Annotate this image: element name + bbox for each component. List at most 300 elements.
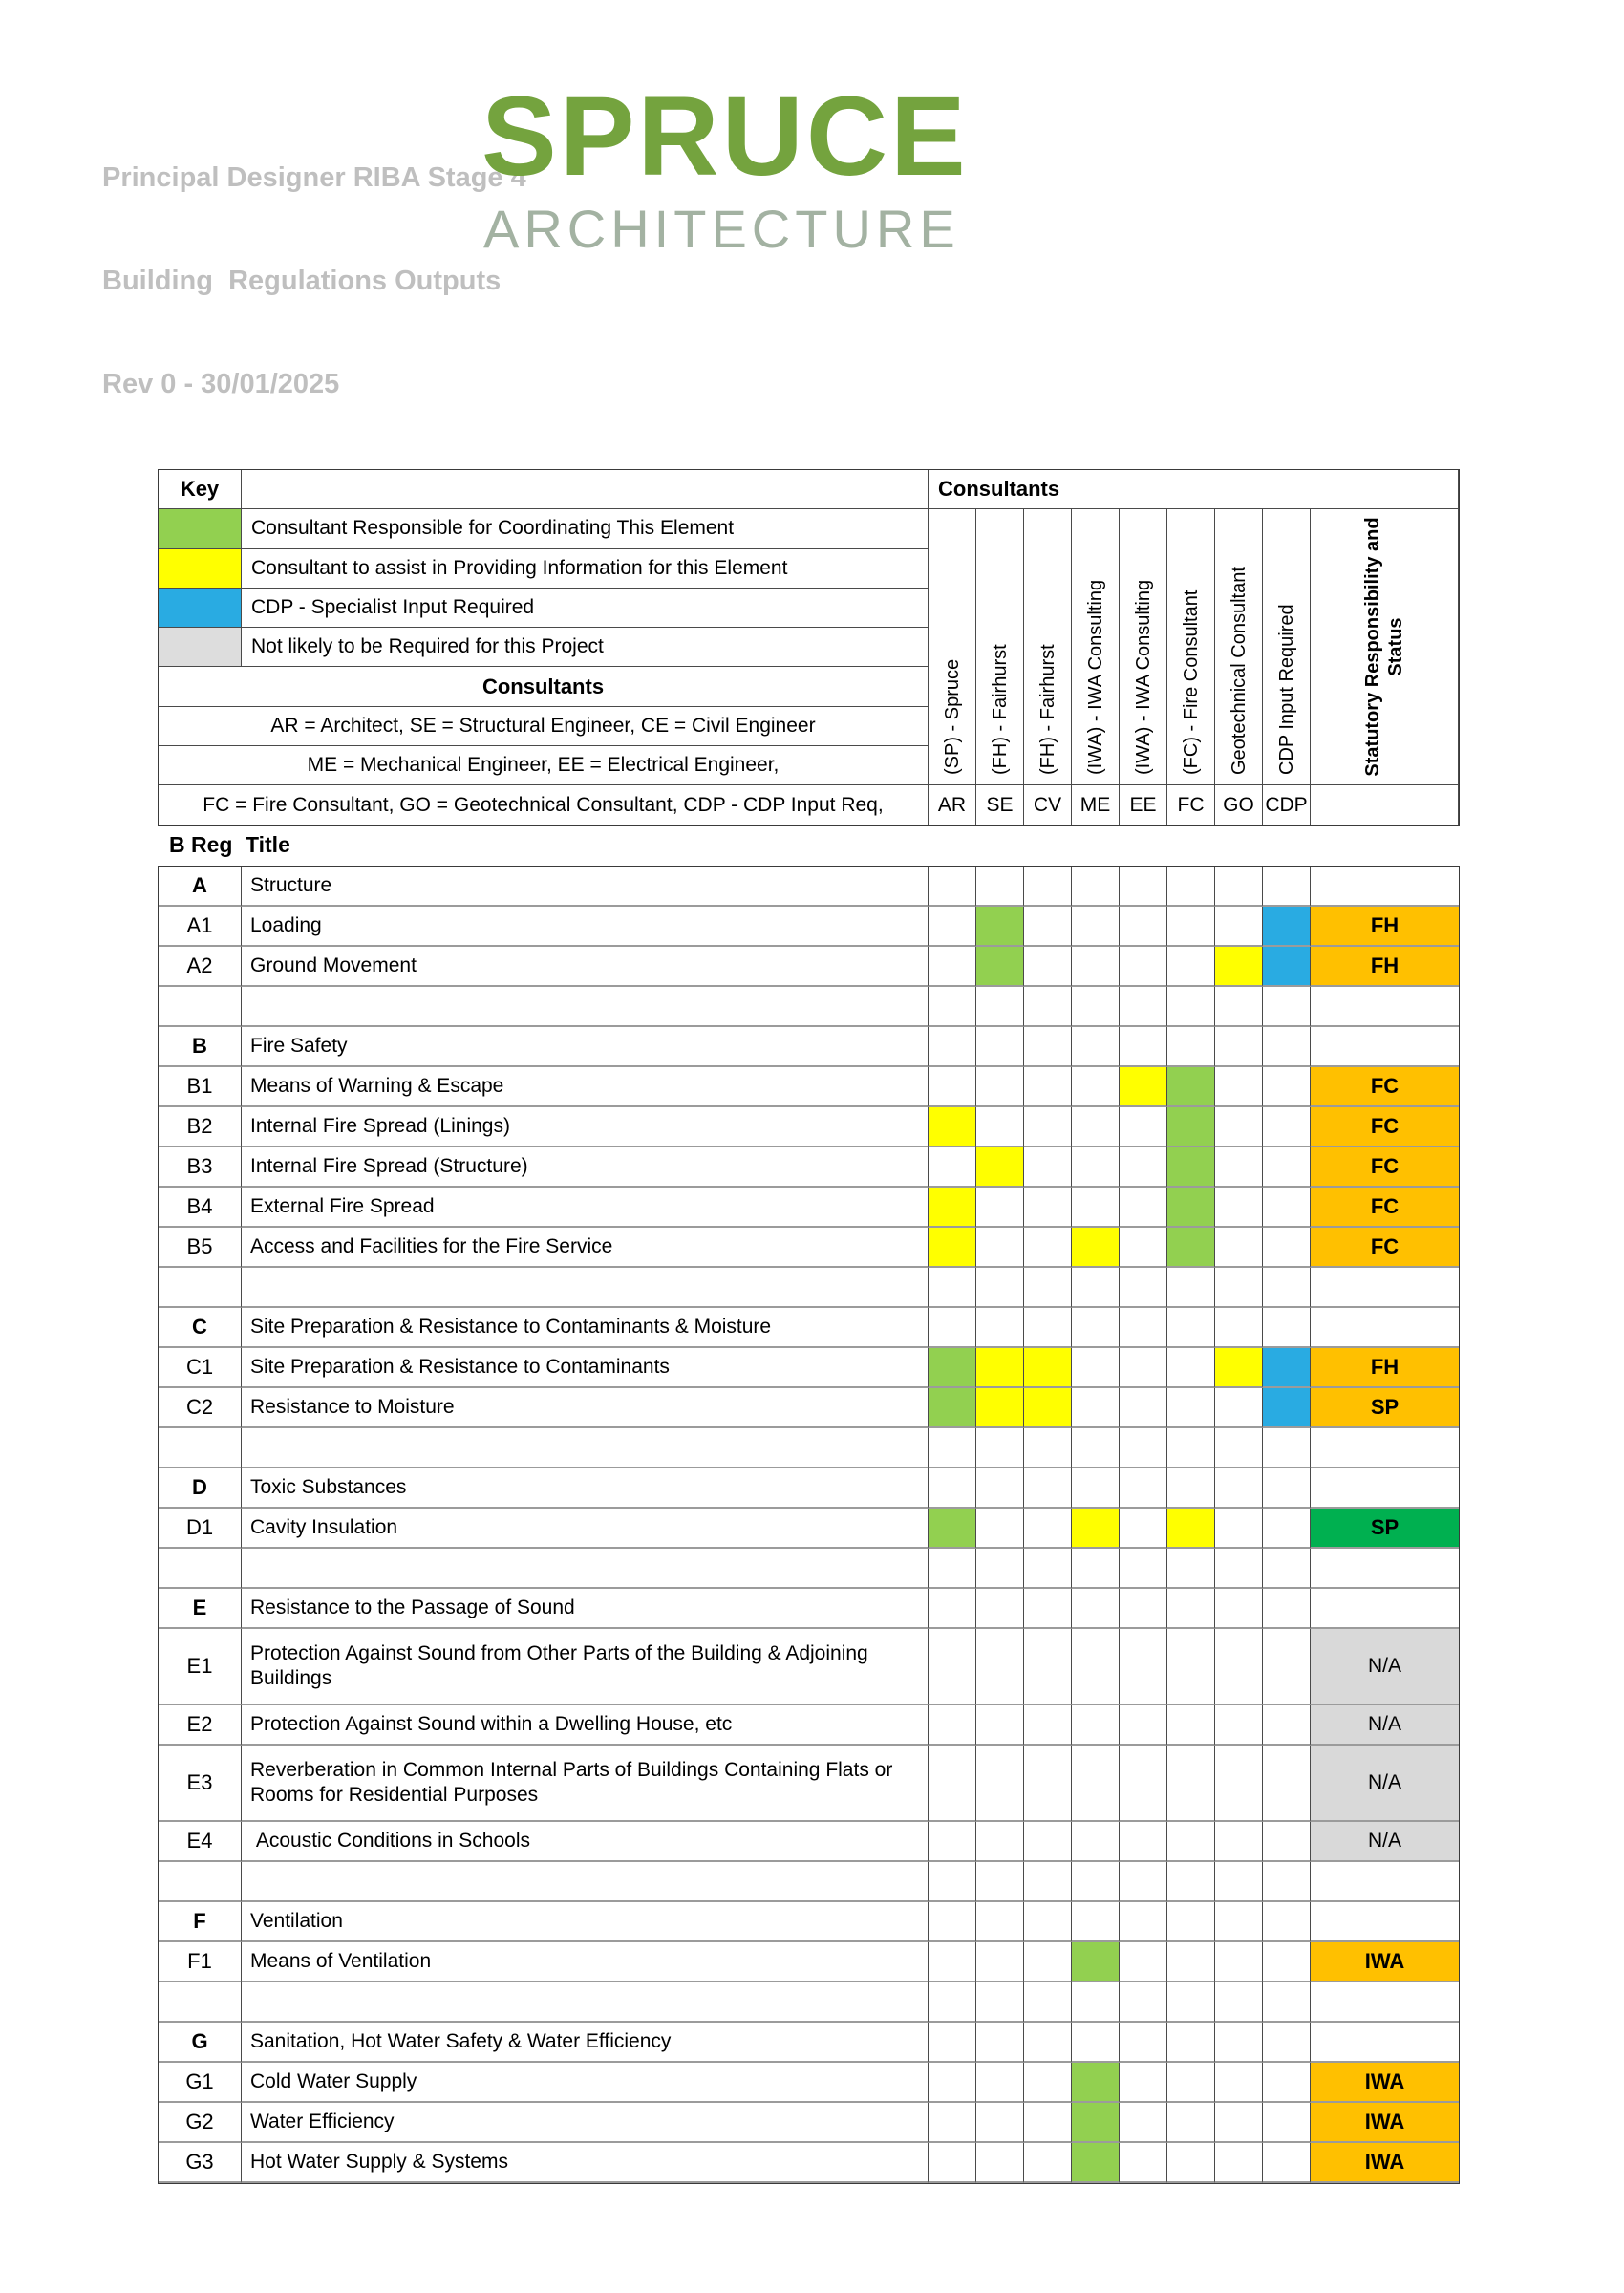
matrix-cell (1072, 1549, 1120, 1589)
status-cell: SP (1311, 1388, 1459, 1428)
matrix-cell (929, 1228, 976, 1268)
consultant-column-header (929, 509, 976, 785)
matrix-cell (1215, 1428, 1263, 1468)
status-cell (1311, 1982, 1459, 2023)
status-cell: N/A (1311, 1705, 1459, 1746)
matrix-cell (929, 1746, 976, 1822)
matrix-cell (1215, 1468, 1263, 1509)
consultant-column-header-text: (IWA) - IWA Consulting (1132, 580, 1154, 776)
matrix-cell (1263, 1509, 1311, 1549)
matrix-cell (1215, 1107, 1263, 1147)
matrix-cell (1167, 1228, 1215, 1268)
status-cell: FC (1311, 1188, 1459, 1228)
consultant-column-header (1167, 509, 1215, 785)
matrix-cell (1072, 1308, 1120, 1348)
status-code-empty-cell (1311, 785, 1459, 825)
matrix-cell (1024, 2063, 1072, 2103)
status-cell (1311, 867, 1459, 907)
matrix-cell (929, 1107, 976, 1147)
matrix-cell (1072, 1027, 1120, 1067)
row-title (242, 1862, 929, 1902)
row-id: D (159, 1468, 242, 1509)
matrix-cell (976, 1629, 1024, 1705)
row-id: G3 (159, 2143, 242, 2183)
matrix-cell (1263, 2023, 1311, 2063)
matrix-cell (1024, 1902, 1072, 1942)
matrix-cell (1167, 2023, 1215, 2063)
matrix-cell (976, 1549, 1024, 1589)
matrix-cell (1120, 1388, 1167, 1428)
matrix-cell (1263, 2063, 1311, 2103)
matrix-cell (1024, 1705, 1072, 1746)
matrix-cell (1024, 1509, 1072, 1549)
matrix-cell (929, 1348, 976, 1388)
matrix-cell (1120, 1862, 1167, 1902)
status-cell: N/A (1311, 1822, 1459, 1862)
matrix-cell (1167, 907, 1215, 947)
matrix-cell (1215, 1509, 1263, 1549)
matrix-cell (1072, 1982, 1120, 2023)
matrix-cell (976, 2063, 1024, 2103)
matrix-cell (929, 2103, 976, 2143)
matrix-cell (1072, 1629, 1120, 1705)
matrix-cell (1120, 1067, 1167, 1107)
matrix-cell (1120, 1027, 1167, 1067)
document-header (102, 92, 526, 470)
matrix-cell (1120, 1228, 1167, 1268)
header-line-3: Rev 0 - 30/01/2025 (102, 369, 340, 399)
consultant-code: CV (1024, 785, 1072, 825)
matrix-cell (929, 987, 976, 1027)
row-id: A2 (159, 947, 242, 987)
matrix-cell (1215, 2143, 1263, 2183)
matrix-cell (1024, 1942, 1072, 1982)
matrix-cell (1120, 1107, 1167, 1147)
abbreviations-line-2: ME = Mechanical Engineer, EE = Electrical Engineer, (159, 746, 929, 785)
matrix-cell (1263, 867, 1311, 907)
matrix-cell (1167, 1428, 1215, 1468)
matrix-cell (1263, 1629, 1311, 1705)
row-id: E3 (159, 1746, 242, 1822)
matrix-cell (976, 1705, 1024, 1746)
matrix-cell (1120, 1509, 1167, 1549)
consultant-column-header-text: (FC) - Fire Consultant (1180, 589, 1202, 776)
matrix-cell (1167, 867, 1215, 907)
status-cell: FC (1311, 1147, 1459, 1188)
matrix-cell (976, 1509, 1024, 1549)
matrix-cell (1167, 1268, 1215, 1308)
status-cell: SP (1311, 1509, 1459, 1549)
row-title: Fire Safety (242, 1027, 929, 1067)
row-id: F (159, 1902, 242, 1942)
matrix-cell (1215, 1862, 1263, 1902)
consultant-code: GO (1215, 785, 1263, 825)
row-title: Ventilation (242, 1902, 929, 1942)
matrix-cell (1167, 1308, 1215, 1348)
row-title: Protection Against Sound from Other Parts of the Building & Adjoining Buildings (242, 1629, 929, 1705)
matrix-cell (1263, 1107, 1311, 1147)
matrix-cell (1072, 1268, 1120, 1308)
matrix-cell (976, 1027, 1024, 1067)
matrix-cell (1167, 1942, 1215, 1982)
matrix-cell (929, 907, 976, 947)
matrix-cell (1215, 1228, 1263, 1268)
matrix-cell (1072, 2023, 1120, 2063)
matrix-cell (1120, 2143, 1167, 2183)
consultant-column-header-text: (FH) - Fairhurst (1036, 644, 1058, 776)
matrix-cell (1215, 987, 1263, 1027)
matrix-cell (1072, 1428, 1120, 1468)
matrix-cell (1024, 2023, 1072, 2063)
matrix-cell (929, 1468, 976, 1509)
matrix-cell (1120, 1268, 1167, 1308)
matrix-cell (976, 1902, 1024, 1942)
consultant-column-header (1263, 509, 1311, 785)
matrix-cell (976, 1468, 1024, 1509)
matrix-cell (1024, 1862, 1072, 1902)
row-title: Toxic Substances (242, 1468, 929, 1509)
matrix-cell (1024, 1107, 1072, 1147)
matrix-cell (1263, 1388, 1311, 1428)
row-id: B5 (159, 1228, 242, 1268)
matrix-cell (976, 947, 1024, 987)
matrix-cell (929, 1067, 976, 1107)
matrix-cell (976, 1982, 1024, 2023)
matrix-cell (976, 1388, 1024, 1428)
regulations-matrix-table (158, 866, 1460, 2184)
matrix-cell (1072, 1746, 1120, 1822)
row-title: Means of Ventilation (242, 1942, 929, 1982)
matrix-cell (1167, 1509, 1215, 1549)
matrix-cell (1072, 1107, 1120, 1147)
row-id: F1 (159, 1942, 242, 1982)
matrix-cell (1167, 1348, 1215, 1388)
matrix-cell (929, 2063, 976, 2103)
matrix-cell (976, 987, 1024, 1027)
matrix-cell (1024, 907, 1072, 947)
header-line-1: Principal Designer RIBA Stage 4 (102, 162, 526, 193)
matrix-cell (976, 1822, 1024, 1862)
consultant-column-header-text: CDP Input Required (1275, 604, 1297, 776)
matrix-cell (1263, 1589, 1311, 1629)
matrix-cell (1215, 1746, 1263, 1822)
matrix-cell (1215, 1982, 1263, 2023)
status-cell (1311, 1589, 1459, 1629)
consultant-column-header-text: (FH) - Fairhurst (989, 644, 1011, 776)
matrix-cell (1072, 1348, 1120, 1388)
matrix-cell (1024, 1027, 1072, 1067)
matrix-cell (1263, 1982, 1311, 2023)
legend-swatch-not-required (159, 628, 242, 667)
matrix-cell (1024, 1549, 1072, 1589)
row-title: Protection Against Sound within a Dwelling House, etc (242, 1705, 929, 1746)
matrix-cell (1167, 1822, 1215, 1862)
matrix-cell (1167, 1902, 1215, 1942)
row-title: Cavity Insulation (242, 1509, 929, 1549)
abbreviations-line-1: AR = Architect, SE = Structural Engineer, CE = Civil Engineer (159, 707, 929, 746)
matrix-cell (929, 1308, 976, 1348)
status-cell: FC (1311, 1107, 1459, 1147)
status-cell (1311, 1268, 1459, 1308)
matrix-cell (1072, 1862, 1120, 1902)
matrix-cell (1072, 1228, 1120, 1268)
status-cell: FH (1311, 907, 1459, 947)
matrix-cell (1024, 1428, 1072, 1468)
key-title: Key (159, 470, 242, 509)
status-cell (1311, 1308, 1459, 1348)
matrix-cell (976, 1107, 1024, 1147)
status-cell: FH (1311, 947, 1459, 987)
matrix-cell (1263, 1822, 1311, 1862)
matrix-cell (1072, 1942, 1120, 1982)
row-title: Access and Facilities for the Fire Service (242, 1228, 929, 1268)
row-id: B1 (159, 1067, 242, 1107)
row-title: Loading (242, 907, 929, 947)
matrix-cell (1215, 1705, 1263, 1746)
row-id (159, 1549, 242, 1589)
matrix-cell (1024, 1629, 1072, 1705)
consultant-code: FC (1167, 785, 1215, 825)
legend-label-lead: Consultant Responsible for Coordinating This Element (242, 509, 929, 548)
matrix-cell (929, 1509, 976, 1549)
matrix-cell (976, 1746, 1024, 1822)
row-id: E1 (159, 1629, 242, 1705)
matrix-cell (1072, 2143, 1120, 2183)
abbreviations-line-3: FC = Fire Consultant, GO = Geotechnical Consultant, CDP - CDP Input Req, (159, 785, 929, 825)
matrix-cell (929, 2143, 976, 2183)
status-cell: FC (1311, 1228, 1459, 1268)
matrix-cell (976, 1268, 1024, 1308)
matrix-cell (1024, 1982, 1072, 2023)
row-title: Means of Warning & Escape (242, 1067, 929, 1107)
matrix-cell (1215, 1629, 1263, 1705)
matrix-cell (1167, 1862, 1215, 1902)
status-cell (1311, 987, 1459, 1027)
matrix-cell (976, 1147, 1024, 1188)
matrix-cell (929, 1942, 976, 1982)
matrix-cell (1263, 907, 1311, 947)
matrix-cell (1120, 2103, 1167, 2143)
matrix-cell (1072, 1822, 1120, 1862)
matrix-cell (1263, 1549, 1311, 1589)
row-id: A1 (159, 907, 242, 947)
matrix-cell (1167, 1629, 1215, 1705)
matrix-cell (1120, 1589, 1167, 1629)
matrix-cell (1263, 1942, 1311, 1982)
matrix-cell (1263, 1147, 1311, 1188)
matrix-cell (1024, 1388, 1072, 1428)
matrix-cell (1072, 907, 1120, 947)
matrix-cell (1120, 1629, 1167, 1705)
matrix-cell (1024, 1348, 1072, 1388)
status-cell: N/A (1311, 1746, 1459, 1822)
row-title: Site Preparation & Resistance to Contaminants (242, 1348, 929, 1388)
matrix-cell (929, 1705, 976, 1746)
row-id: C1 (159, 1348, 242, 1388)
row-id (159, 1862, 242, 1902)
row-id: B4 (159, 1188, 242, 1228)
matrix-cell (1263, 1228, 1311, 1268)
matrix-cell (1072, 2063, 1120, 2103)
matrix-cell (1215, 1942, 1263, 1982)
matrix-cell (976, 1589, 1024, 1629)
matrix-cell (1072, 1509, 1120, 1549)
key-empty-cell (242, 470, 929, 509)
matrix-cell (1263, 1027, 1311, 1067)
logo-wordmark: SPRUCE (481, 74, 969, 200)
row-id: B2 (159, 1107, 242, 1147)
matrix-cell (1024, 1147, 1072, 1188)
matrix-cell (1120, 907, 1167, 947)
matrix-cell (1072, 1902, 1120, 1942)
status-cell (1311, 1862, 1459, 1902)
consultant-column-header (1120, 509, 1167, 785)
matrix-cell (929, 867, 976, 907)
matrix-cell (929, 1589, 976, 1629)
matrix-cell (1024, 2143, 1072, 2183)
matrix-cell (1215, 1268, 1263, 1308)
row-id: A (159, 867, 242, 907)
matrix-cell (929, 1027, 976, 1067)
matrix-cell (1120, 987, 1167, 1027)
row-title: Reverberation in Common Internal Parts of Buildings Containing Flats or Rooms for Residential Purposes (242, 1746, 929, 1822)
legend-label-cdp: CDP - Specialist Input Required (242, 589, 929, 628)
matrix-cell (1167, 2143, 1215, 2183)
row-id: G (159, 2023, 242, 2063)
title-label: Title (246, 832, 290, 857)
matrix-cell (1215, 1549, 1263, 1589)
status-cell (1311, 1902, 1459, 1942)
matrix-cell (976, 1942, 1024, 1982)
matrix-cell (1263, 947, 1311, 987)
matrix-cell (1072, 1705, 1120, 1746)
matrix-cell (1263, 1428, 1311, 1468)
row-id (159, 987, 242, 1027)
matrix-cell (1072, 947, 1120, 987)
matrix-cell (1167, 947, 1215, 987)
status-cell (1311, 1549, 1459, 1589)
consultant-column-header (1215, 509, 1263, 785)
matrix-cell (1024, 2103, 1072, 2143)
matrix-cell (1215, 1348, 1263, 1388)
matrix-cell (1120, 1428, 1167, 1468)
row-title (242, 1428, 929, 1468)
matrix-cell (1120, 2023, 1167, 2063)
row-title: Resistance to Moisture (242, 1388, 929, 1428)
status-cell: IWA (1311, 2103, 1459, 2143)
matrix-cell (1215, 1308, 1263, 1348)
matrix-cell (1215, 867, 1263, 907)
matrix-cell (1215, 2023, 1263, 2063)
status-cell: FC (1311, 1067, 1459, 1107)
matrix-cell (929, 1268, 976, 1308)
row-id: C2 (159, 1388, 242, 1428)
matrix-cell (976, 2143, 1024, 2183)
consultant-code: EE (1120, 785, 1167, 825)
matrix-cell (976, 867, 1024, 907)
matrix-cell (929, 1147, 976, 1188)
consultant-column-header (1072, 509, 1120, 785)
matrix-cell (1072, 1147, 1120, 1188)
matrix-cell (1120, 1902, 1167, 1942)
matrix-cell (1167, 1982, 1215, 2023)
matrix-cell (929, 1822, 976, 1862)
row-title: Hot Water Supply & Systems (242, 2143, 929, 2183)
matrix-cell (976, 1862, 1024, 1902)
matrix-cell (976, 1228, 1024, 1268)
matrix-cell (1215, 1147, 1263, 1188)
matrix-cell (1215, 1822, 1263, 1862)
consultant-column-header (1024, 509, 1072, 785)
row-id: B (159, 1027, 242, 1067)
matrix-cell (929, 1902, 976, 1942)
row-title: Water Efficiency (242, 2103, 929, 2143)
row-id: G2 (159, 2103, 242, 2143)
status-cell: IWA (1311, 2063, 1459, 2103)
status-cell: N/A (1311, 1629, 1459, 1705)
matrix-cell (1215, 1067, 1263, 1107)
matrix-cell (976, 1308, 1024, 1348)
consultant-column-header-text: (IWA) - IWA Consulting (1084, 580, 1106, 776)
matrix-cell (1167, 1027, 1215, 1067)
matrix-cell (1024, 1067, 1072, 1107)
matrix-cell (1215, 1902, 1263, 1942)
matrix-cell (1072, 1067, 1120, 1107)
matrix-cell (976, 1428, 1024, 1468)
matrix-cell (929, 1428, 976, 1468)
matrix-cell (1024, 867, 1072, 907)
matrix-cell (1263, 1188, 1311, 1228)
consultants-header: Consultants (929, 470, 1459, 509)
matrix-cell (1167, 1067, 1215, 1107)
matrix-cell (1024, 1468, 1072, 1509)
status-column-header (1311, 509, 1459, 785)
matrix-cell (1215, 907, 1263, 947)
header-line-2: Building Regulations Outputs (102, 266, 502, 296)
matrix-cell (1167, 1589, 1215, 1629)
matrix-cell (1120, 1822, 1167, 1862)
row-title: Acoustic Conditions in Schools (242, 1822, 929, 1862)
matrix-cell (929, 1982, 976, 2023)
matrix-cell (1120, 867, 1167, 907)
matrix-cell (929, 947, 976, 987)
matrix-cell (1120, 1348, 1167, 1388)
row-id: B3 (159, 1147, 242, 1188)
matrix-cell (1120, 2063, 1167, 2103)
row-title: Ground Movement (242, 947, 929, 987)
row-id: C (159, 1308, 242, 1348)
matrix-cell (1263, 987, 1311, 1027)
matrix-cell (1072, 1468, 1120, 1509)
matrix-cell (1167, 1107, 1215, 1147)
matrix-cell (976, 2023, 1024, 2063)
breg-label: B Reg (169, 832, 233, 857)
row-title (242, 987, 929, 1027)
matrix-cell (1024, 947, 1072, 987)
matrix-cell (1024, 1228, 1072, 1268)
matrix-cell (1167, 987, 1215, 1027)
status-cell: FH (1311, 1348, 1459, 1388)
matrix-cell (1120, 1982, 1167, 2023)
matrix-cell (1024, 1822, 1072, 1862)
matrix-cell (1263, 1268, 1311, 1308)
legend-swatch-assist (159, 549, 242, 589)
row-id: E4 (159, 1822, 242, 1862)
matrix-cell (1167, 2063, 1215, 2103)
matrix-cell (1167, 1147, 1215, 1188)
matrix-cell (1215, 1589, 1263, 1629)
matrix-cell (1215, 2063, 1263, 2103)
